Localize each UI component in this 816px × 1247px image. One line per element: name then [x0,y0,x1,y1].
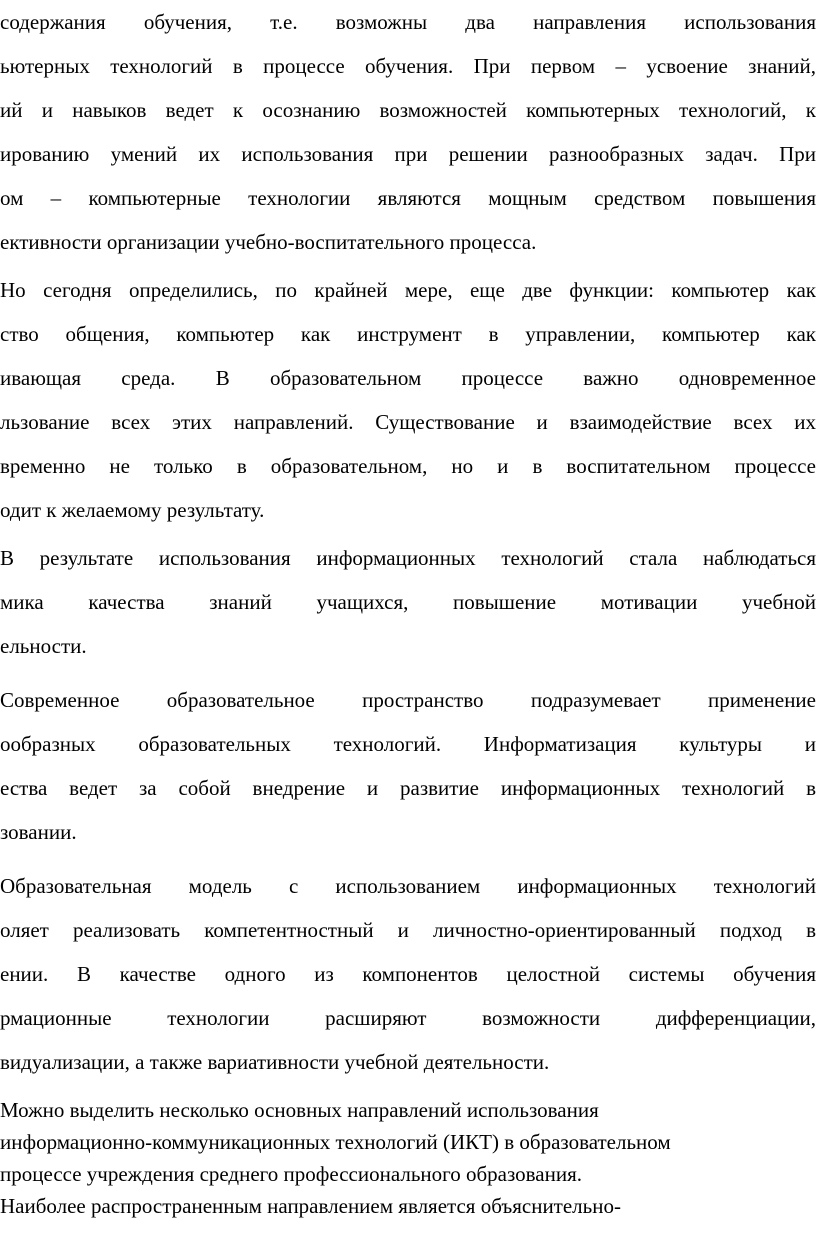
paragraph-line: ированию умений их использования при решении разнообразных задач. При [0,142,816,166]
paragraph-line: ий и навыков ведет к осознанию возможностей компьютерных технологий, к [0,98,816,122]
paragraph-line: ества ведет за собой внедрение и развитие информационных технологий в [0,776,816,800]
paragraph-line: процессе учреждения среднего профессионального образования. [0,1162,582,1186]
paragraph-line: Образовательная модель с использованием информационных технологий [0,874,816,898]
paragraph-line: видуализации, а также вариативности учебной деятельности. [0,1050,550,1074]
paragraph-line: ельности. [0,634,87,658]
paragraph-line: одит к желаемому результату. [0,498,265,522]
paragraph-line: ективности организации учебно-воспитательного процесса. [0,230,537,254]
paragraph-line: ивающая среда. В образовательном процессе важно одновременное [0,366,816,390]
paragraph-line: Можно выделить несколько основных направлений использования [0,1098,599,1122]
paragraph-line: ом – компьютерные технологии являются мощным средством повышения [0,186,816,210]
paragraph-line: информационно-коммуникационных технологий (ИКТ) в образовательном [0,1130,671,1154]
paragraph-line: оляет реализовать компетентностный и личностно-ориентированный подход в [0,918,816,942]
paragraph-line: мика качества знаний учащихся, повышение мотивации учебной [0,590,816,614]
paragraph-line: ьютерных технологий в процессе обучения. При первом – усвоение знаний, [0,54,816,78]
paragraph-line: льзование всех этих направлений. Существование и взаимодействие всех их [0,410,816,434]
paragraph-line: ении. В качестве одного из компонентов целостной системы обучения [0,962,816,986]
paragraph-line: Наиболее распространенным направлением является объяснительно- [0,1194,621,1218]
paragraph-line: В результате использования информационных технологий стала наблюдаться [0,546,816,570]
paragraph-line: ство общения, компьютер как инструмент в управлении, компьютер как [0,322,816,346]
paragraph-line: рмационные технологии расширяют возможности дифференциации, [0,1006,816,1030]
paragraph-line: содержания обучения, т.е. возможны два направления использования [0,10,816,34]
paragraph-line: ообразных образовательных технологий. Информатизация культуры и [0,732,816,756]
paragraph-line: временно не только в образовательном, но и в воспитательном процессе [0,454,816,478]
paragraph-line: зовании. [0,820,77,844]
paragraph-line: Современное образовательное пространство подразумевает применение [0,688,816,712]
paragraph-line: Но сегодня определились, по крайней мере, еще две функции: компьютер как [0,278,816,302]
